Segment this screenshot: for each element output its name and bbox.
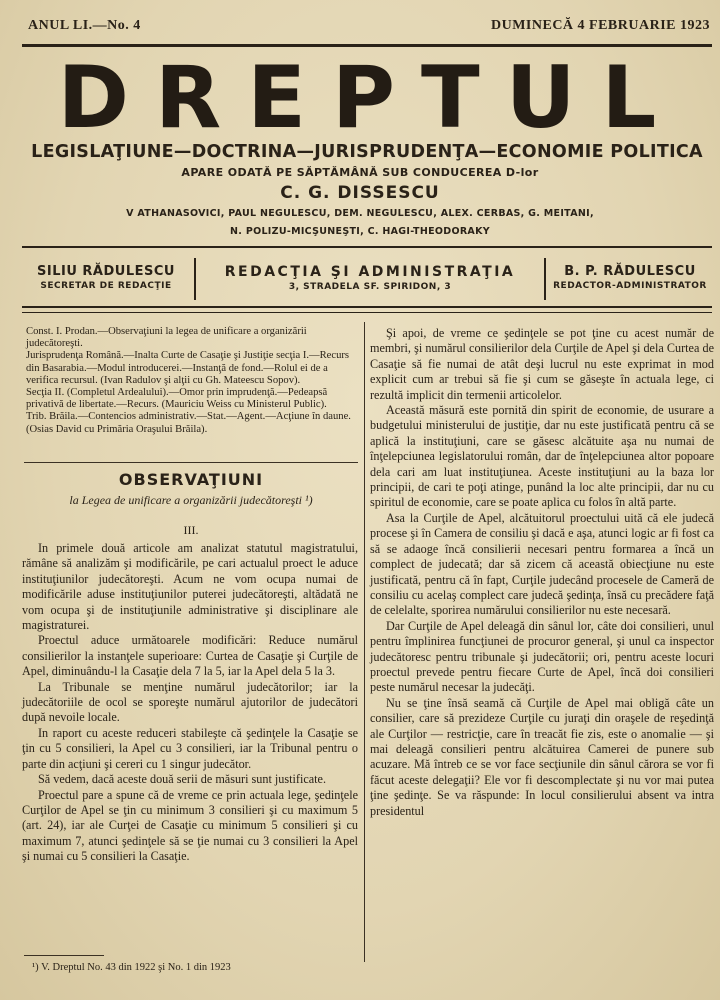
article-subtitle: la Legea de unificare a organizării judecătoreşti ¹) xyxy=(69,493,313,507)
director-name: C. G. DISSESCU xyxy=(280,183,440,203)
editors-line-2: N. POLIZU-MICŞUNEŞTI, C. HAGI-THEODORAKY xyxy=(230,226,490,237)
footnote: ¹) V. Dreptul No. 43 din 1922 şi No. 1 din 1923 xyxy=(32,962,231,973)
toc-item: Jurisprudenţa Română.—Inalta Curte de Casaţie şi Justiţie secţia I.—Recurs din Basarabia.—Modul introducerei.—Instanţă de fond.—Rolul ei de a verifica recursul. (Ivan Radulov şi alţii cu Gh. Mateescu Sopov). xyxy=(26,350,350,386)
secretary-role: SECRETAR DE REDACŢIE xyxy=(40,281,172,291)
paragraph: Proectul aduce următoarele modificări: Reduce numărul consilierilor la instanţele superioare: Curtea de Casaţie şi Curţile de Apel, diminuându-l la Casaţie dela 7 la 5, iar la Apel dela 5 la 3. xyxy=(22,633,358,679)
paragraph: Să vedem, dacă aceste două serii de măsuri sunt justificate. xyxy=(38,772,326,787)
issue-line xyxy=(28,18,710,38)
office-address: 3, STRADELA SF. SPIRIDON, 3 xyxy=(288,282,452,292)
right-column-body xyxy=(370,326,714,819)
article-title: OBSERVAŢIUNI xyxy=(118,470,264,489)
paragraph: Nu se ţine însă seamă că Curţile de Apel mai obligă câte un consilier, care să prezideze Curţile cu juraţi din oraşele de reşedinţă ale Curţilor — restricţie, care în treacăt fie zis, este o anomalie — şi mai deleagă consilieri pentru alcătuirea Camerei de punere sub acuzare. Mă întreb ce se vor face secţiunile din sânul cărora se vor fi făcut aceste delegaţii? Ele vor fi descomplectate şi nu vor mai putea ţine şedinţe. Se va răspunde: In locul consilierului absent va intra presidentul xyxy=(370,695,714,818)
masthead-subtitle: LEGISLAŢIUNE—DOCTRINA—JURISPRUDENŢA—ECONOMIE POLITICA xyxy=(31,142,703,162)
infobox xyxy=(22,254,712,304)
infobox-bottom-rule-thin xyxy=(22,312,712,313)
infobox-top-rule xyxy=(22,246,712,248)
paragraph: Şi apoi, de vreme ce şedinţele se pot ţine cu acest număr de membri, şi numărul consilierilor dela Curţile de Apel şi dela Curtea de Casaţie să fie numai de atât deşi lucrul nu este exprimat in mod explicit cum ar trebui să fie şi cum se găseşte în actuala lege, ci rezultă implicit din termenii articolelor. xyxy=(370,326,714,402)
toc-item: Secţia II. (Completul Ardealului).—Omor prin imprudenţă.—Pedeapsă privativă de libertate.—Recurs. (Mauriciu Weiss cu Ministerul Public). xyxy=(26,387,328,411)
masthead-title: DREPTUL xyxy=(57,48,683,148)
paragraph: Această măsură este pornită din spirit de economie, de usurare a budgetului ministerului de justiţie, dar nu este justificată pentru că se aplică la instituţiuni, care se găsesc alcătuite aşa nu numai de înţelepciunea legislatorului român, dar de înţelepciunea altor popoare dela cari am luat instituţiunea. Aceste instituţiuni au la baza lor principii, de cari te poţi atinge, punând la loc alte principii, dar nu cu spiritul de economie, care se poate aplica cu folos în altă parte. xyxy=(370,403,714,510)
paragraph: In raport cu aceste reduceri stabileşte că şedinţele la Casaţie se ţin cu 5 consilieri, la Apel cu 3 consilieri, iar la Tribunal pentru o parte din acţiuni şi cereri cu 1 singur judecător. xyxy=(22,725,358,771)
secretary-name: SILIU RĂDULESCU xyxy=(37,264,175,279)
left-column-body xyxy=(22,541,358,865)
paragraph: Proectul pare a spune că de vreme ce prin actuala lege, şedinţele Curţilor de Apel se ţin cu minimum 3 consilieri şi cu maximum 5 (art. 24), iar ale Curţei de Casaţie cu minimum 5 consilieri şi cu maximum 7, atunci şedinţele să se ţie numai cu 3 consilieri la Apel şi numai cu 5 consilieri la Casaţie. xyxy=(22,787,358,864)
toc-rule xyxy=(24,462,358,463)
administrator-role: REDACTOR-ADMINISTRATOR xyxy=(553,281,707,291)
footnote-rule xyxy=(24,955,104,956)
paragraph: In primele două articole am analizat statutul magistratului, rămâne să analizăm şi modificările, pe cari actualul proect le aduce instituţiunilor judecătoreşti. Acum ne vom ocupa numai de modificările aduse instituţiunilor puterei judecătoreşti, altădată ne vom ocupa şi de instituţiunile administrative şi disciplinare ale magistraturei. xyxy=(22,541,358,633)
editors-line-1: V ATHANASOVICI, PAUL NEGULESCU, DEM. NEGULESCU, ALEX. CERBAS, G. MEITANI, xyxy=(126,208,594,219)
toc-item: Trib. Brăila.—Contencios administrativ.—Stat.—Agent.—Acţiune în daune. (Osias David cu Primăria Oraşului Brăila). xyxy=(26,411,351,435)
administrator-name: B. P. RĂDULESCU xyxy=(564,264,696,279)
toc-item: Const. I. Prodan.—Observaţiuni la legea de unificare a organizării judecătoreşti. xyxy=(26,326,307,350)
publication-note: APARE ODATĂ PE SĂPTĂMÂNĂ SUB CONDUCEREA D-lor xyxy=(181,166,539,179)
paragraph: La Tribunale se menţine numărul judecătorilor; iar la judecătoriile de ocol se sporeşte numărul ajutorilor de judecători după nevoile locale. xyxy=(22,679,358,725)
table-of-contents xyxy=(26,326,356,436)
paragraph: Asa la Curţile de Apel, alcătuitorul proectului uită că ele judecă procese şi în Camera de consiliu şi dacă e aşa, atunci logic ar fi fost ca să se adaoge încă consilierii necesari pentru formarea a încă un complect de judecată; dar să zicem că această obiecţiune nu este justificată, pentru că în fapt, Curţile judecând procesele de Cameră de consiliu cu acelaş complect care judecă şedinţa, însă cu precădere faţă de celelalte, sporirea numărului consilierilor nu este necesară. xyxy=(370,510,714,618)
issue-number: ANUL LI.—No. 4 xyxy=(28,18,141,33)
column-divider xyxy=(364,322,365,962)
infobox-bottom-rule xyxy=(22,306,712,308)
top-rule xyxy=(22,44,712,47)
office-title: REDACŢIA ŞI ADMINISTRAŢIA xyxy=(224,264,516,280)
secretary-block xyxy=(22,254,190,304)
issue-date: DUMINECĂ 4 FEBRUARIE 1923 xyxy=(490,18,710,33)
infobox-divider-right xyxy=(544,258,546,300)
office-block xyxy=(198,254,542,304)
infobox-divider-left xyxy=(194,258,196,300)
article-part: III. xyxy=(183,523,199,537)
administrator-block xyxy=(548,254,712,304)
paragraph: Dar Curţile de Apel deleagă din sânul lor, câte doi consilieri, unul pentru împlinirea funcţiunei de procuror general, şi unul ca inspector judecătoresc pentru tribunale şi judecătorii; ori, pentru aceste locuri proectul prevede pentru fiecare Curte de Apel, încă doi consilieri peste numărul necesar la judecăţi. xyxy=(370,618,714,695)
